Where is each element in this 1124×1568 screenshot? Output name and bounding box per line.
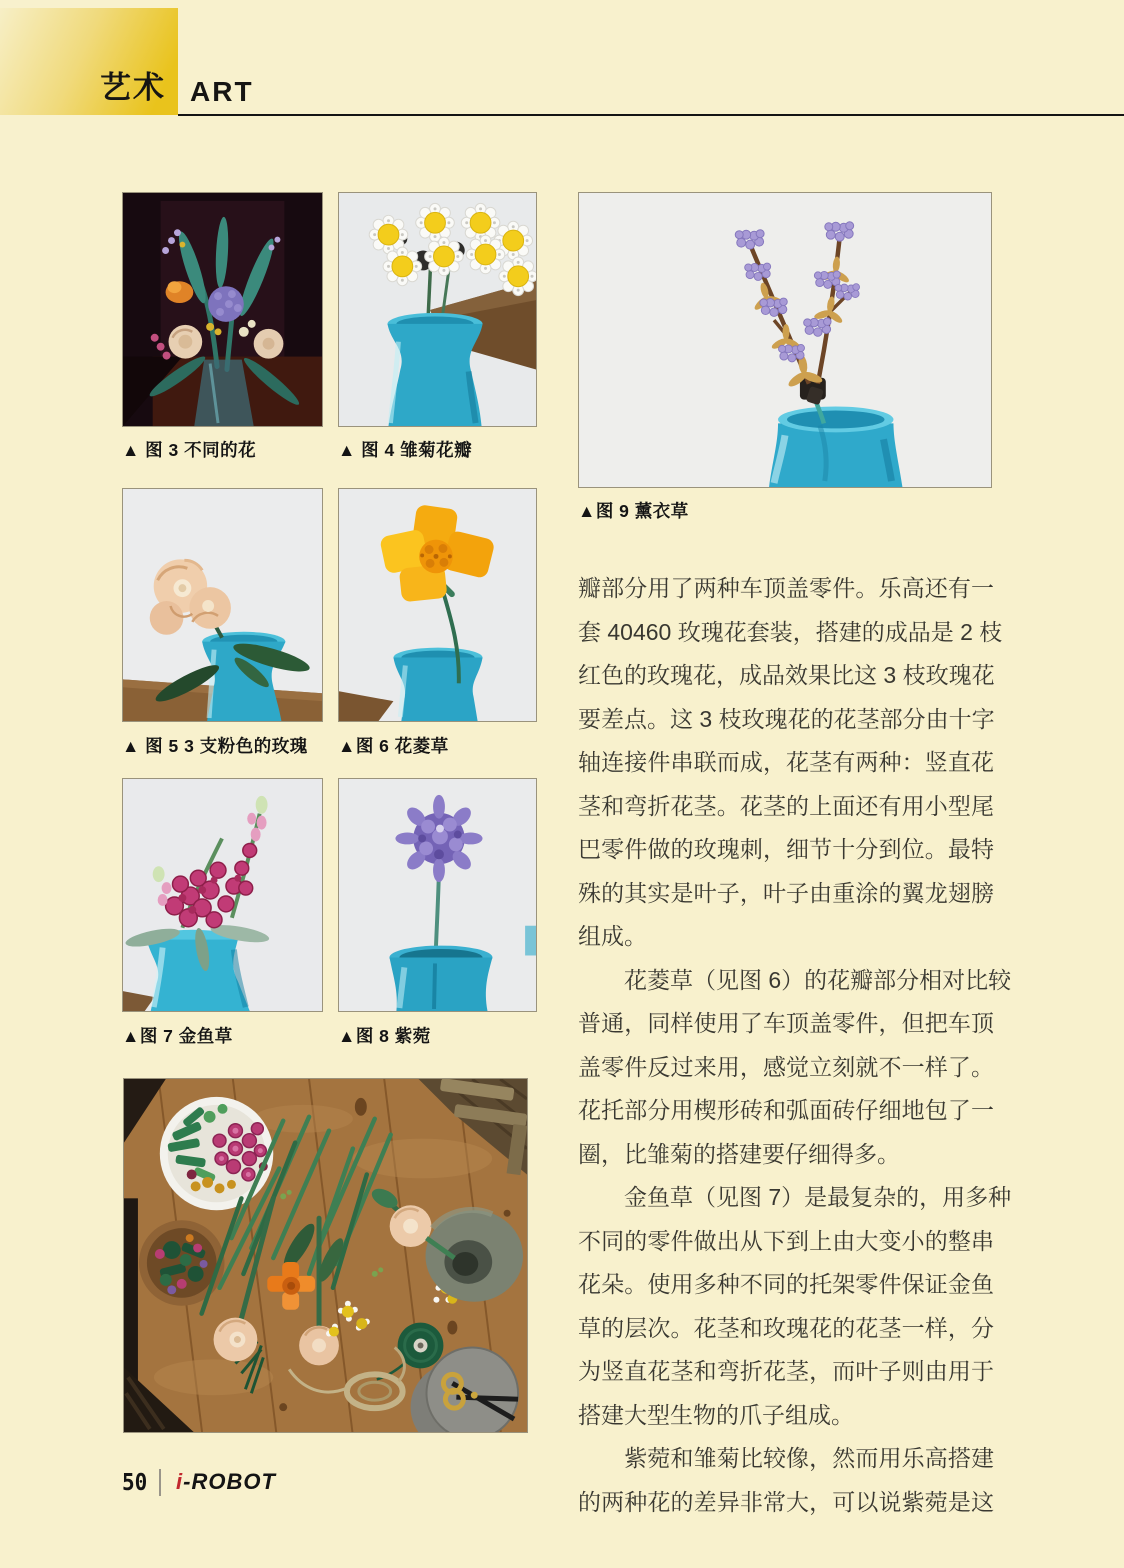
footer-divider xyxy=(159,1469,161,1496)
article-line: 轴连接件串联而成，花茎有两种：竖直花 xyxy=(578,749,994,775)
article-line: 普通，同样使用了车顶盖零件，但把车顶 xyxy=(578,1010,994,1036)
article-line: 盖零件反过来用，感觉立刻就不一样了。 xyxy=(578,1053,994,1080)
article-line: 花菱草（见图 6）的花瓣部分相对比较 xyxy=(578,966,1012,993)
article-line: 圈，比雏菊的搭建要仔细得多。 xyxy=(578,1140,900,1167)
article-line: 草的层次。花茎和玫瑰花的花茎一样，分 xyxy=(578,1314,994,1341)
figure8-caption: ▲图 8 紫菀 xyxy=(338,1026,431,1046)
article-line: 为竖直花茎和弯折花茎，而叶子则由用于 xyxy=(578,1358,994,1384)
figure7-photo xyxy=(122,778,323,1012)
article-line: 殊的其实是叶子，叶子由重涂的翼龙翅膀 xyxy=(578,879,994,906)
figure4-photo xyxy=(338,192,537,427)
figure3-photo xyxy=(122,192,323,427)
figure3-caption: ▲ 图 3 不同的花 xyxy=(122,440,257,460)
figure9-caption: ▲图 9 薰衣草 xyxy=(578,501,689,521)
article-line: 金鱼草（见图 7）是最复杂的，用多种 xyxy=(578,1184,1012,1210)
figure8-photo xyxy=(338,778,537,1012)
section-title-en: ART xyxy=(190,76,254,107)
magazine-logo xyxy=(176,1469,276,1495)
article-line: 的两种花的差异非常大，可以说紫菀是这 xyxy=(578,1488,994,1515)
article-line: 花托部分用楔形砖和弧面砖仔细地包了一 xyxy=(578,1097,994,1123)
article-line: 套 40460 玫瑰花套装，搭建的成品是 2 枝 xyxy=(578,618,1003,645)
materials-photo xyxy=(123,1078,528,1433)
header-rule xyxy=(178,114,1124,116)
figure7-caption: ▲图 7 金鱼草 xyxy=(122,1026,233,1046)
figure6-photo xyxy=(338,488,537,722)
article-line: 搭建大型生物的爪子组成。 xyxy=(578,1401,854,1428)
article-line: 要差点。这 3 枝玫瑰花的花茎部分由十字 xyxy=(578,705,995,732)
article-line: 组成。 xyxy=(578,923,647,949)
article-line: 花朵。使用多种不同的托架零件保证金鱼 xyxy=(578,1271,994,1297)
article-line: 红色的玫瑰花，成品效果比这 3 枝玫瑰花 xyxy=(578,662,995,688)
logo-i: i xyxy=(176,1469,184,1494)
section-color-band xyxy=(0,8,178,115)
article-line: 不同的零件做出从下到上由大变小的整串 xyxy=(578,1227,994,1254)
article-line: 巴零件做的玫瑰刺，细节十分到位。最特 xyxy=(578,836,994,862)
figure9-photo xyxy=(578,192,992,488)
figure5-caption: ▲ 图 5 3 支粉色的玫瑰 xyxy=(122,736,308,756)
figure4-caption: ▲ 图 4 雏菊花瓣 xyxy=(338,440,473,460)
figure6-caption: ▲图 6 花菱草 xyxy=(338,736,449,756)
article-line: 茎和弯折花茎。花茎的上面还有用小型尾 xyxy=(578,792,994,819)
section-title-cn: 艺术 xyxy=(100,70,166,105)
page-number: 50 xyxy=(122,1468,148,1496)
article-line: 瓣部分用了两种车顶盖零件。乐高还有一 xyxy=(578,575,994,601)
logo-rest: -ROBOT xyxy=(183,1469,276,1494)
article-line: 紫菀和雏菊比较像，然而用乐高搭建 xyxy=(578,1445,994,1471)
article-body xyxy=(578,567,1012,1524)
figure5-photo xyxy=(122,488,323,722)
